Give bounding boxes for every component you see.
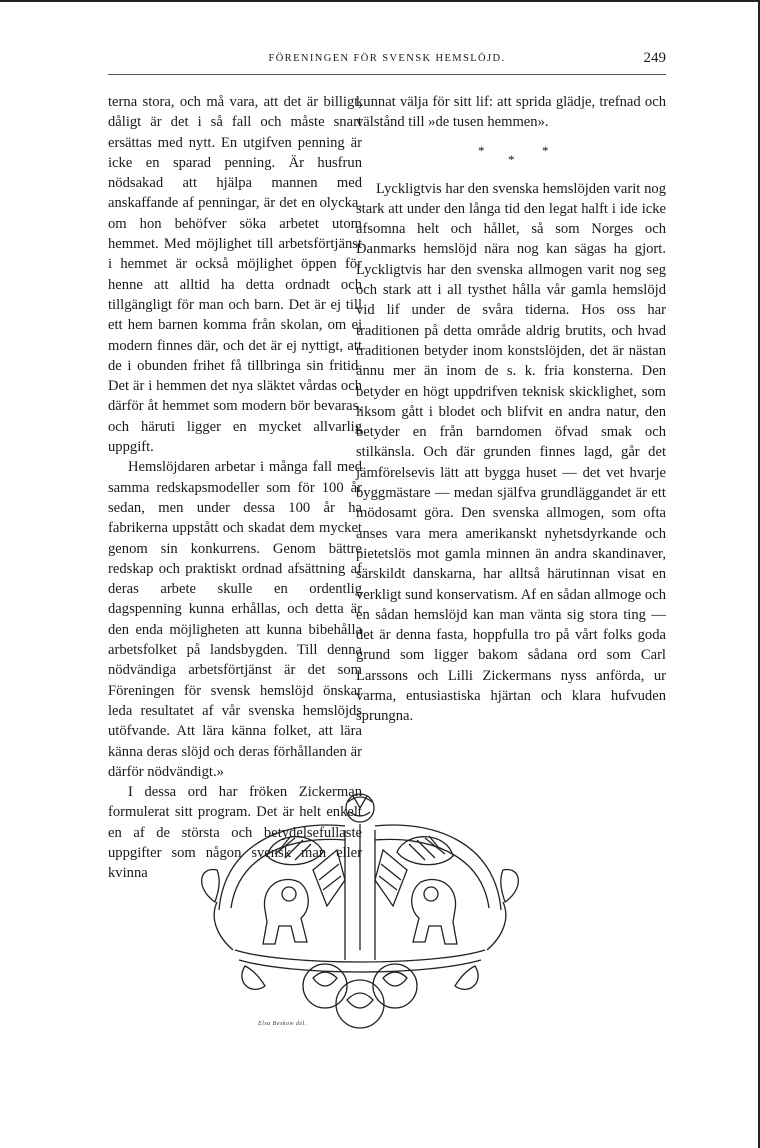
bottom-right-flower: [383, 972, 407, 986]
left-plume-lines: [319, 864, 341, 890]
page-top-edge: [0, 0, 760, 2]
left-plume: [313, 850, 345, 906]
base-curve: [235, 950, 485, 962]
top-flower-ornament: [348, 796, 372, 816]
star-2: *: [508, 151, 515, 167]
paragraph-hemslojdaren: Hemslöjdaren arbetar i många fall med samma redskapsmodeller som för 100 år sedan, men under dessa 100 år ha fabrikerna uppstått och skadat dem mycket genom sin konkurrens. Genom bättre redskap och praktiskt ordnad afsättning af deras arbete skulle en ordentlig dagspenning kunna erhållas, och detta är den enda möjligheten att kunna bibehålla arbetsfolket på landsbygden. Till denna nödvändiga arbetsförtjänst är det som Föreningen för svensk hemslöjd önskar leda resultatet af vår svenska hemslöjds utöfvande. Att lära känna folket, att lära känna deras slöjd och deras förhållanden är därför nödvändigt.»: [108, 459, 362, 780]
right-plume: [375, 850, 407, 906]
left-tulip: [202, 870, 220, 902]
decorative-illustration: [195, 790, 525, 1040]
bottom-left-flower: [313, 972, 337, 986]
paragraph-continuation-right: kunnat välja för sitt lif: att sprida glädje, trefnad och välstånd till »de tusen hemmen».: [356, 94, 666, 131]
right-column: [356, 92, 666, 727]
left-leaf: [242, 966, 265, 989]
left-column: [108, 92, 362, 884]
right-plume-lines: [379, 864, 401, 890]
artist-signature: Elsa Beskow del.: [258, 1021, 307, 1027]
center-stems: [345, 824, 375, 960]
right-leaf: [455, 966, 478, 989]
right-tulip: [501, 870, 519, 902]
star-1: *: [478, 142, 485, 158]
right-animal-eye: [424, 887, 438, 901]
page-header: [108, 50, 666, 72]
left-animal-eye: [282, 887, 296, 901]
section-break-stars: [356, 133, 666, 179]
bottom-center-flower: [347, 993, 373, 1008]
paragraph-continuation: terna stora, och må vara, att det är billigt, dåligt är det i så fall och måste snart ersättas med nytt. En utgifven penning är icke en sparad penning. Är husfrun nödsakad att hjälpa mannen med anskaffande af penningar, är det en olycka, om hon behöfver söka arbetet utom hemmet. Med möjlighet till arbetsförtjänst i hemmet är också möjlighet öppen för henne att alltid ha detta ordnadt och tillgängligt för man och barn. Det är ej till ett hem barnen komma från skolan, om ej modern finnes där, och det är ej nyttigt, att de i obunden frihet få tillbringa sin fritid. Det är i hemmen det nya släktet vårdas och därför åt hemmet som modern bör bevaras, och häruti ligger en mycket allvarlig uppgift.: [108, 94, 362, 456]
left-animal-figure: [263, 880, 308, 944]
running-title: FÖRENINGEN FÖR SVENSK HEMSLÖJD.: [268, 53, 506, 64]
bottom-center-circle: [336, 980, 384, 1028]
page-number: 249: [643, 50, 666, 66]
left-stem: [214, 902, 233, 950]
star-3: *: [542, 142, 549, 158]
paragraph-lyckligtvis: Lyckligtvis har den svenska hemslöjden varit nog stark att under den långa tid den legat halft i ide icke afsomna helt och hållet, så som Norges och Danmarks hemslöjd nära nog kan sägas ha gjort. Lyckligtvis har den svenska allmogen varit nog seg och stark att i all tysthet hålla vår gamla hemslöjd vid lif under de svåra tiderna. Hos oss har traditionen på detta område aldrig brutits, och hvad traditionen betyder inom konstslöjden, det är nästan ännu mer än inom de s. k. fria konsterna. Den betyder en högt uppdrifven teknisk skicklighet, som liksom gått i blodet och blifvit en andra natur, den betyder en från barndomen öfvad smak och stilkänsla. Och där grunden finnes lagd, går det jämförelsevis lätt att bygga huset — det vet hvarje byggmästare — medan själfva grundläggandet är ett mödosamt göra. Den svenska allmogen, som ofta anses vara mera amerikanskt nyhetsdyrkande och pietetslös mot gamla minnen än andra skandinaver, särskildt danskarna, har alltså härutinnan visat en verkligt sund konservatism. Af en sådan allmoge och en sådan hemslöjd kan man vänta sig stora ting — det är denna fasta, hoppfulla tro på vårt folks goda grund som ligger bakom sådana ord som Carl Larssons och Lilli Zickermans nyss anförda, ur varma, entusiastiska hjärtan och klara hufvuden sprungna.: [356, 180, 666, 725]
right-stem: [487, 902, 506, 950]
header-rule: [108, 74, 666, 75]
paragraph-program: I dessa ord har fröken Zickerman formulerat sitt program. Det är helt enkelt en af de största och betydelsefullaste uppgifter som någon svensk man eller kvinna: [108, 784, 362, 882]
right-animal-figure: [412, 880, 457, 944]
